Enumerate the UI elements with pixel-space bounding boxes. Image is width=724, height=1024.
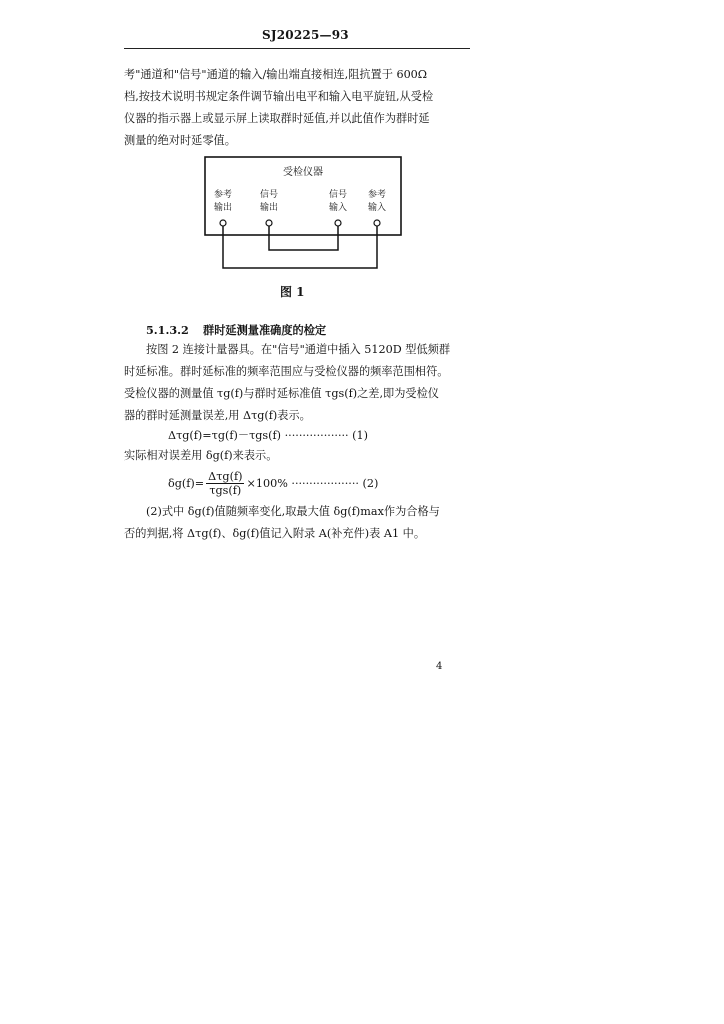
equation-2-numerator: Δτg(f) — [208, 470, 243, 483]
relative-error-line: 实际相对误差用 δg(f)来表示。 — [124, 449, 278, 462]
section-number: 5.1.3.2 — [146, 323, 189, 337]
equation-2 — [168, 470, 378, 497]
instrument-box-title: 受检仪器 — [283, 167, 323, 178]
equation-1: Δτg(f)=τg(f)－τgs(f) ·················· (1) — [168, 429, 369, 442]
body-line-4: 器的群时延测量误差,用 Δτg(f)表示。 — [124, 409, 311, 422]
reference-connection-wire — [223, 226, 377, 268]
document-code-header: SJ20225—93 — [262, 28, 349, 42]
ref-in-terminal-icon — [374, 220, 380, 226]
terminal-ref-in-line2: 输入 — [367, 203, 387, 213]
body-line-2: 时延标准。群时延标准的频率范围应与受检仪器的频率范围相符。 — [124, 365, 449, 378]
terminal-sig-out-line1: 信号 — [259, 190, 279, 200]
closing-line-2: 否的判据,将 Δτg(f)、δg(f)值记入附录 A(补充件)表 A1 中。 — [124, 527, 426, 540]
body-line-3: 受检仪器的测量值 τg(f)与群时延标准值 τgs(f)之差,即为受检仪 — [124, 387, 439, 400]
closing-line-1: (2)式中 δg(f)值随频率变化,取最大值 δg(f)max作为合格与 — [146, 505, 440, 518]
intro-line-3: 仪器的指示器上或显示屏上读取群时延值,并以此值作为群时延 — [124, 112, 430, 125]
body-line-1: 按图 2 连接计量器具。在"信号"通道中插入 5120D 型低频群 — [146, 343, 451, 356]
header-rule — [124, 48, 470, 49]
terminal-sig-in-line1: 信号 — [328, 190, 348, 200]
terminal-ref-out-line1: 参考 — [213, 190, 233, 200]
intro-line-1: 考"通道和"信号"通道的输入/输出端直接相连,阻抗置于 600Ω — [124, 68, 428, 81]
closing-paragraph — [124, 501, 440, 545]
signal-connection-wire — [269, 226, 338, 250]
terminal-ref-out-line2: 输出 — [213, 203, 233, 213]
figure-1-caption: 图 1 — [280, 285, 305, 299]
ref-out-terminal-icon — [220, 220, 226, 226]
equation-2-fraction — [206, 470, 244, 497]
intro-line-2: 档,按技术说明书规定条件调节输出电平和输入电平旋钮,从受检 — [124, 90, 434, 103]
section-title: 群时延测量准确度的检定 — [203, 323, 327, 337]
equation-2-rhs: ×100% ··················· (2) — [246, 477, 379, 490]
intro-paragraph — [124, 64, 433, 152]
terminal-ref-in-line1: 参考 — [367, 190, 387, 200]
sig-out-terminal-icon — [266, 220, 272, 226]
body-paragraph — [124, 339, 450, 427]
figure-1-diagram — [195, 150, 420, 275]
page-number: 4 — [436, 661, 443, 672]
intro-line-4: 测量的绝对时延零值。 — [124, 134, 236, 147]
equation-2-denominator: τgs(f) — [209, 484, 242, 497]
sig-in-terminal-icon — [335, 220, 341, 226]
equation-2-lhs: δg(f)= — [168, 477, 205, 490]
terminal-sig-in-line2: 输入 — [328, 203, 348, 213]
terminal-sig-out-line2: 输出 — [259, 203, 279, 213]
